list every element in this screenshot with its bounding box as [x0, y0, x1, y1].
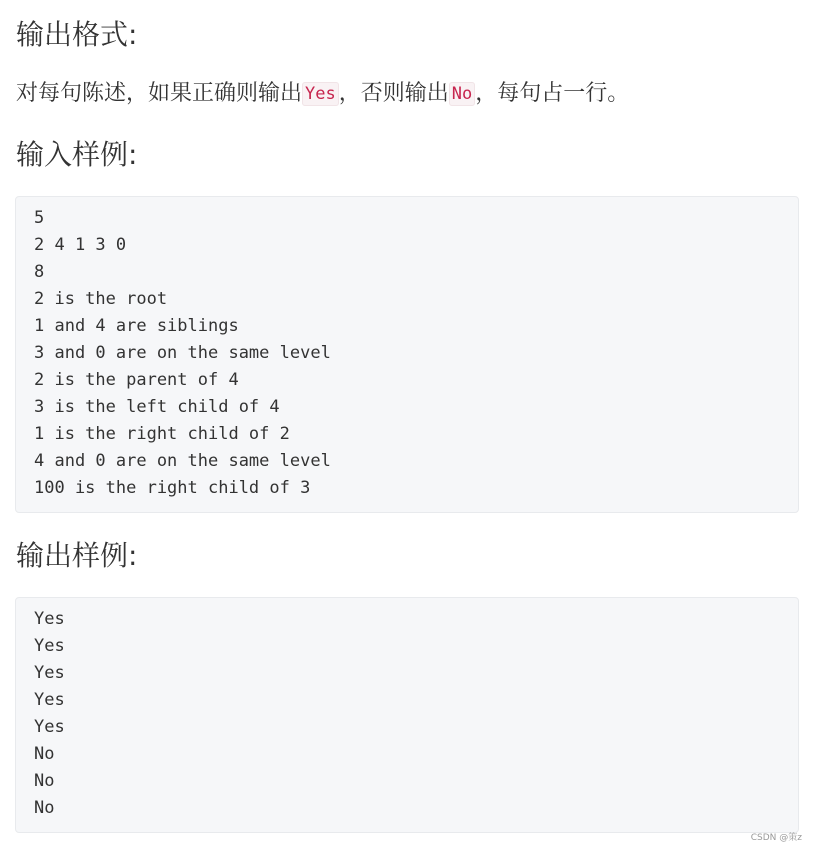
code-line: No — [34, 771, 55, 791]
watermark: CSDN @策z — [750, 833, 802, 843]
code-line: Yes — [34, 663, 65, 683]
code-line: 4 and 0 are on the same level — [34, 451, 331, 471]
inline-code-yes: Yes — [302, 82, 339, 106]
code-line: 1 is the right child of 2 — [34, 424, 290, 444]
output-sample-code-block — [15, 597, 799, 833]
description-text-1: 对每句陈述，如果正确则输出 — [16, 81, 303, 106]
code-line: No — [34, 798, 55, 818]
input-sample-code-block — [15, 196, 799, 513]
code-line: Yes — [34, 717, 65, 737]
code-line: 2 is the parent of 4 — [34, 370, 239, 390]
code-line: 8 — [34, 262, 45, 282]
code-line: 2 4 1 3 0 — [34, 235, 127, 255]
code-line: 5 — [34, 208, 45, 228]
input-sample-heading: 输入样例: — [16, 138, 138, 171]
description-text-2: ，否则输出 — [338, 81, 449, 106]
output-format-heading: 输出格式: — [16, 18, 138, 51]
code-line: 2 is the root — [34, 289, 168, 309]
code-line: No — [34, 744, 55, 764]
code-line: Yes — [34, 609, 65, 629]
code-line: Yes — [34, 690, 65, 710]
code-line: 100 is the right child of 3 — [34, 478, 311, 498]
inline-code-no: No — [449, 82, 475, 106]
code-line: 3 and 0 are on the same level — [34, 343, 331, 363]
description-text-3: ，每句占一行。 — [475, 81, 630, 106]
code-line: 3 is the left child of 4 — [34, 397, 280, 417]
code-line: 1 and 4 are siblings — [34, 316, 239, 336]
output-sample-heading: 输出样例: — [16, 539, 138, 572]
output-format-description — [16, 78, 629, 110]
code-line: Yes — [34, 636, 65, 656]
